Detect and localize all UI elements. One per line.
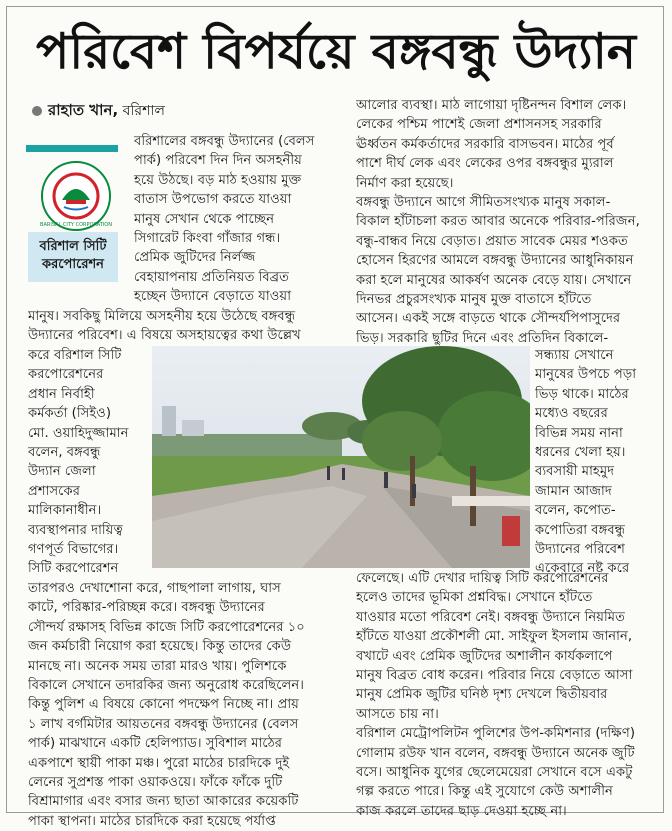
text-line: ফেলেছে। এটি দেখার দায়িত্ব সিটি করপোরেশনের bbox=[356, 571, 609, 586]
text-line: হাঁটতে যাওয়া প্রকৌশলী মো. সাইফুল ইসলাম জানান, bbox=[356, 629, 633, 645]
text-line: করে বরিশাল সিটি bbox=[28, 348, 122, 363]
text-line: বলেন, কপোত- bbox=[535, 503, 616, 519]
text-line: তারপরও দেখাশোনা করে, গাছপালা লাগায়, ঘাস bbox=[28, 581, 281, 596]
text-line: লেনের সুপ্রশস্ত পাকা ওয়াকওয়ে। ফাঁকে ফাঁকে দুটি bbox=[28, 775, 283, 790]
text-line: লেকের পশ্চিম পাশেই জেলা প্রশাসনসহ সরকারি bbox=[356, 117, 602, 133]
text-line: ভিড়। সরকারি ছুটির দিনে এবং প্রতিদিন বিকালে- bbox=[356, 330, 609, 346]
text-line: ১ লাখ বর্গমিটার আয়তনের বঙ্গবন্ধু উদ্যানের (বেলস bbox=[28, 716, 299, 732]
text-line: মধ্যেও বছরের bbox=[535, 406, 608, 422]
logo-caption-line: বরিশাল সিটি bbox=[39, 239, 107, 254]
text-line: মো. ওয়াহিদুজ্জামান bbox=[28, 425, 129, 441]
text-line: মানুষের উপচে পড়া bbox=[535, 367, 637, 383]
text-line: নির্মাণ করা হয়েছে। bbox=[356, 175, 454, 191]
text-line: মালিকানাধীন। bbox=[28, 503, 102, 519]
text-line: সিগারেট কিংবা গাঁজার গন্ধ। bbox=[134, 231, 281, 246]
text-line: করা হলে মানুষের আকর্ষণ অনেক বেড়ে যায়। সেখানে bbox=[356, 272, 632, 288]
text-line: বঙ্গবন্ধু উদ্যানে আগে সীমিতসংখ্যক মানুষ সকাল- bbox=[356, 195, 611, 210]
text-line: মানছে না। অনেক সময় তারা মারও খায়। পুলিশকে bbox=[28, 658, 287, 674]
text-line: উদ্যানের পরিবেশ। এ বিষয়ে অসহায়ত্বের কথা উল্লেখ bbox=[28, 328, 301, 344]
city-corporation-logo bbox=[40, 160, 112, 232]
text-line: উদ্যানের পরিবেশ bbox=[535, 542, 625, 557]
text-line: বেহায়াপনায় প্রতিনিয়ত বিব্রত bbox=[134, 269, 290, 285]
text-line: জন কর্মচারী নিয়োগ করা হয়েছে। কিন্তু তাদের কেউ bbox=[28, 639, 292, 655]
text-line: প্রশাসকের bbox=[28, 483, 80, 499]
text-line: পার্ক) মাঝখানে একটি হেলিপ্যাড। সুবিশাল মাঠের bbox=[28, 736, 283, 752]
text-line: দিনভর প্রচুরসংখ্যক মানুষ মুক্ত বাতাসে হাঁটতে bbox=[356, 292, 592, 307]
text-line: বিকাল হাঁটাচলা করত আবার অনেকে পরিবার-পরিজন, bbox=[356, 214, 640, 230]
text-line: ধরনের খেলা হয়। bbox=[535, 445, 626, 460]
text-line: একপাশে স্থায়ী পাকা মঞ্চ। পুরো মাঠের চারদিকে দুই bbox=[28, 755, 290, 771]
text-line: কাজ করলে তাদের ছাড় দেওয়া হচ্ছে না। bbox=[356, 803, 567, 819]
text-line: বরিশালের বঙ্গবন্ধু উদ্যানের (বেলস bbox=[134, 134, 315, 149]
text-line: আলোর ব্যবস্থা। মাঠ লাগোয়া দৃষ্টিনন্দন বিশাল লেক। bbox=[356, 98, 627, 113]
text-line: পাশে দীর্ঘ লেক এবং লেকের ওপর বঙ্গবন্ধুর ম্যুরাল bbox=[356, 156, 614, 172]
text-line: বাতাস উপভোগ করতে যাওয়া bbox=[134, 192, 292, 208]
text-line: গণপূর্ত বিভাগের। bbox=[28, 542, 119, 557]
text-line: ব্যবস্থাপনার দায়িত্ব bbox=[28, 522, 123, 538]
text-line: হয়ে উঠছে। বড় মাঠ হওয়ায় মুক্ত bbox=[134, 172, 302, 188]
text-line: মানুষ প্রেমিক জুটির ঘনিষ্ঠ দৃশ্য দেখলে দ্বিতীয়বার bbox=[356, 687, 608, 703]
text-line: হলেও তাদের ভূমিকা প্রশ্নবিদ্ধ। সেখানে হাঁটতে bbox=[356, 590, 593, 606]
text-line: যাওয়ার মতো পরিবেশ নেই। বঙ্গবন্ধু উদ্যানে নিয়মিত bbox=[356, 609, 625, 625]
text-line: গল্প করতে পারে। কিন্তু এই সুযোগে কেউ অশালীন bbox=[356, 784, 613, 800]
author-place: বরিশাল bbox=[122, 103, 165, 119]
text-line: আসতে চায় না। bbox=[356, 706, 439, 722]
text-line: উদ্যান জেলা bbox=[28, 464, 96, 480]
text-line: ব্যবসায়ী মাহমুদ bbox=[535, 464, 615, 480]
logo-text: BARISAL CITY CORPORATION bbox=[40, 222, 112, 228]
text-line: আসেন। একই সঙ্গে বাড়তে থাকে সৌন্দর্যপিপাসুদের bbox=[356, 311, 621, 327]
text-line: সন্ধ্যায় সেখানে bbox=[535, 348, 614, 363]
text-line: বলেন, বঙ্গবন্ধু bbox=[28, 445, 101, 460]
logo-caption bbox=[28, 232, 118, 282]
logo-accent-bar bbox=[26, 145, 118, 152]
text-line: মানুষ সেখান থেকে পাচ্ছেন bbox=[134, 211, 275, 227]
text-line: কিন্তু পুলিশ এ বিষয়ে কোনো পদক্ষেপ নিচ্ছে না। প্রায় bbox=[28, 697, 299, 713]
text-line: সিটি করপোরেশন bbox=[28, 561, 119, 577]
text-line: হোসেন হিরণের আমলে বঙ্গবন্ধু উদ্যানের আধুনিকায়ন bbox=[356, 253, 634, 269]
text-line: বসে। আধুনিক যুগের ছেলেমেয়েরা সেখানে বসে একটু bbox=[356, 765, 633, 780]
text-line: সৌন্দর্য রক্ষাসহ বিভিন্ন কাজে সিটি করপোরেশনের ১০ bbox=[28, 619, 305, 635]
logo-caption-line: করপোরেশন bbox=[42, 257, 104, 272]
byline bbox=[32, 100, 165, 121]
text-line: প্রধান নির্বাহী bbox=[28, 386, 95, 402]
text-line: কাটে, পরিষ্কার-পরিচ্ছন্ন করে। বঙ্গবন্ধু উদ্যানের bbox=[28, 600, 265, 616]
text-line: গোলাম রউফ খান বলেন, বঙ্গবন্ধু উদ্যানে অনেক জুটি bbox=[356, 745, 635, 761]
text-line: বন্ধু-বান্ধব নিয়ে বেড়াত। প্রয়াত সাবেক মেয়র শওকত bbox=[356, 233, 628, 249]
park-photo bbox=[152, 346, 530, 568]
text-line: বিভিন্ন সময় নানা bbox=[535, 425, 623, 441]
text-line: করপোরেশনের bbox=[28, 367, 104, 383]
text-line: মানুষ। সবকিছু মিলিয়ে অসহনীয় হয়ে উঠেছে বঙ্গবন্ধু bbox=[28, 309, 296, 324]
text-line: প্রেমিক জুটিদের নির্লজ্জ bbox=[134, 250, 256, 266]
text-line: পার্ক) পরিবেশ দিন দিন অসহনীয় bbox=[134, 153, 302, 169]
text-line: বরিশাল মেট্রোপলিটন পুলিশের উপ-কমিশনার (দক্ষিণ) bbox=[356, 726, 635, 742]
text-line: মানুষ বিব্রত বোধ করেন। পরিবার নিয়ে বেড়াতে আসা bbox=[356, 668, 633, 683]
text-line: জামান আজাদ bbox=[535, 483, 612, 499]
text-line: বিশ্রামাগার এবং বসার জন্য ছাতা আকারের কয়েকটি bbox=[28, 794, 299, 810]
text-line: বিকালে সেখানে তদারকির জন্য অনুরোধ করেছিলেন। bbox=[28, 678, 304, 693]
text-line: হচ্ছেন উদ্যানে বেড়াতে যাওয়া bbox=[134, 289, 292, 305]
text-line: বখাটে এবং প্রেমিক জুটিদের অশালীন কার্যকলাপে bbox=[356, 648, 613, 664]
headline: পরিবেশ বিপর্যয়ে বঙ্গবন্ধু উদ্যান bbox=[35, 23, 637, 80]
bullet-icon bbox=[32, 106, 42, 116]
text-line: ঊর্ধ্বতন কর্মকর্তাদের সরকারি বাসভবন। মাঠের পূর্ব bbox=[356, 136, 614, 152]
text-line: পাকা স্থাপনা। মাঠের চারদিকে করা হয়েছে পর্যাপ্ত bbox=[28, 813, 276, 829]
author-name: রাহাত খান, bbox=[48, 101, 119, 119]
text-line: একেবারে নষ্ট করে bbox=[535, 561, 630, 577]
text-line: ভিড় থাকে। মাঠের bbox=[535, 386, 629, 402]
text-line: কপোতিরা বঙ্গবন্ধু bbox=[535, 522, 626, 538]
text-line: কর্মকর্তা (সিইও) bbox=[28, 406, 112, 422]
